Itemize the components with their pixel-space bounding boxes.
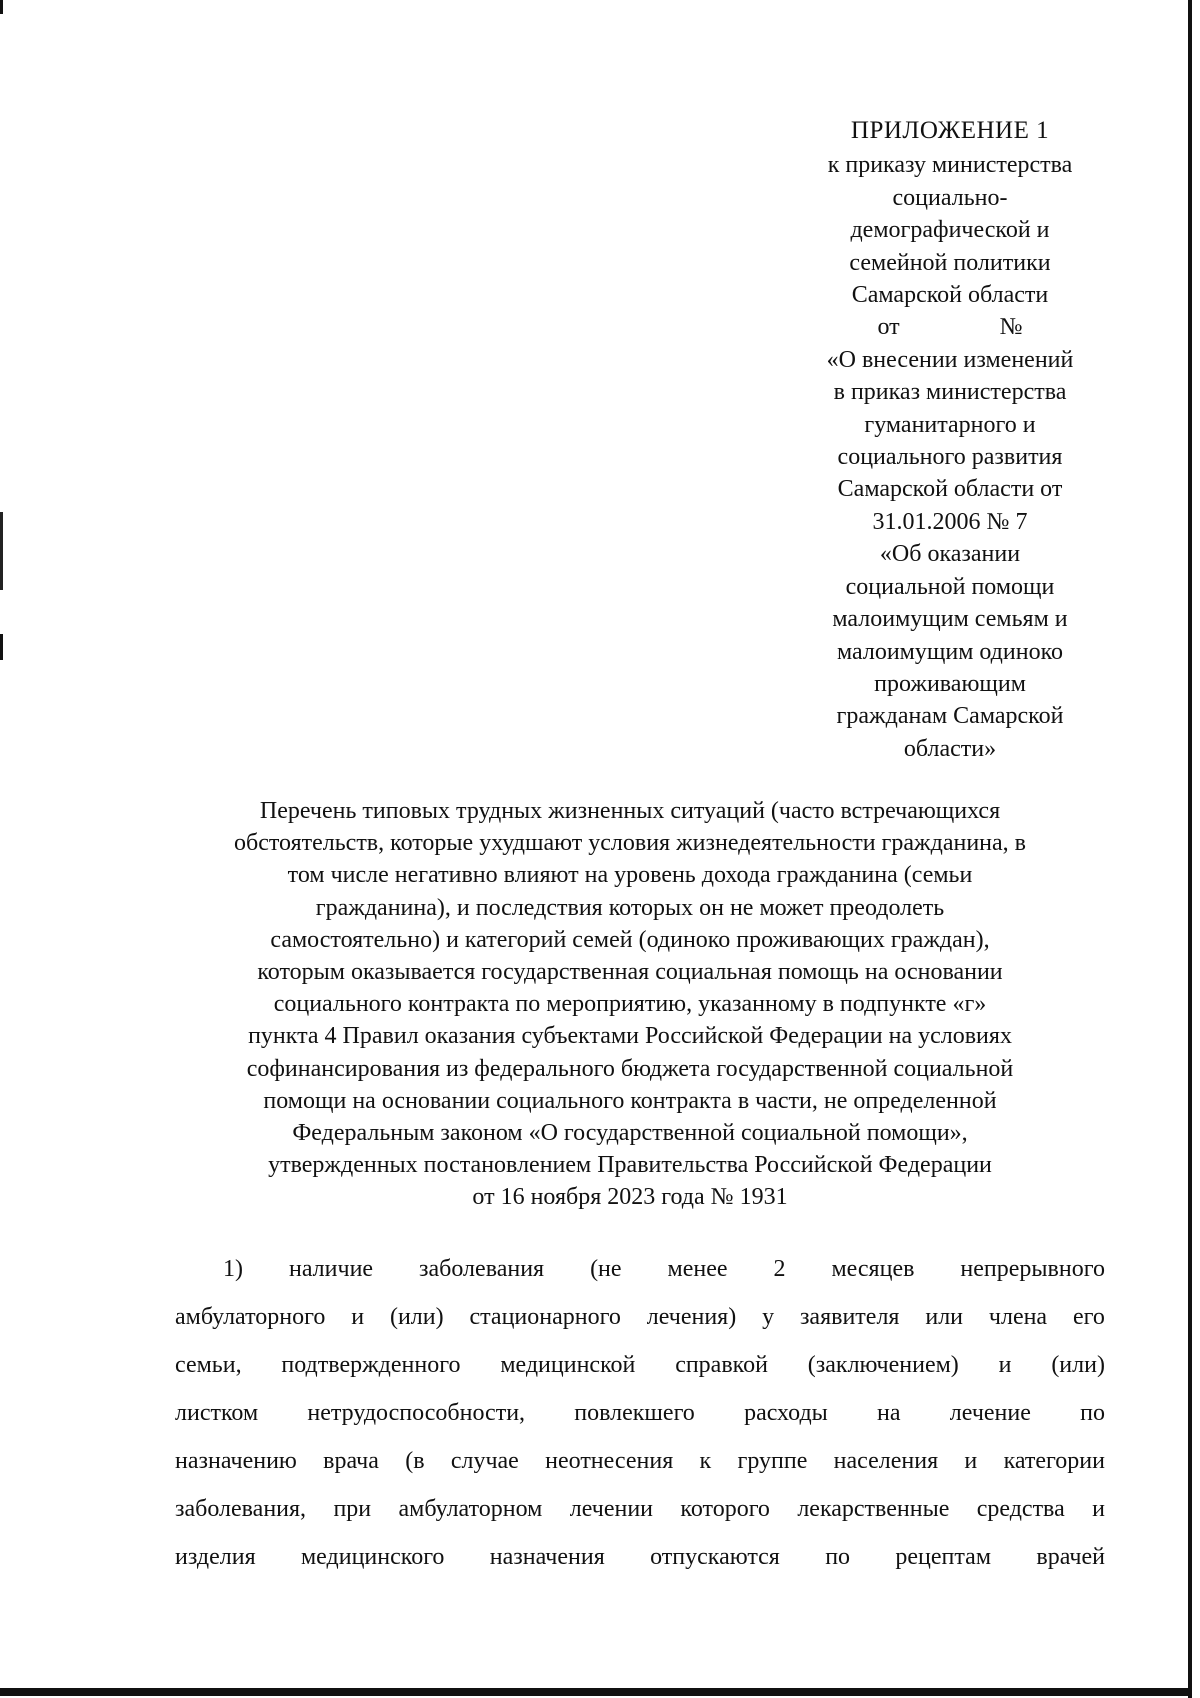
body-word: амбулаторном bbox=[398, 1496, 543, 1522]
list-title-line: утвержденных постановлением Правительства Российской Федерации bbox=[268, 1152, 992, 1179]
body-word: назначения bbox=[489, 1544, 605, 1570]
body-line bbox=[175, 1293, 1105, 1341]
body-line bbox=[175, 1341, 1105, 1389]
body-line bbox=[175, 1533, 1105, 1581]
list-title-line: Федеральным законом «О государственной социальной помощи», bbox=[292, 1120, 968, 1147]
subject-line: проживающим bbox=[874, 670, 1026, 697]
body-word: которого bbox=[680, 1496, 770, 1522]
body-word: заболевания bbox=[419, 1256, 545, 1282]
body-word: случае bbox=[450, 1448, 519, 1474]
body-word: лекарственные bbox=[797, 1496, 950, 1522]
body-word: члена bbox=[988, 1304, 1048, 1330]
body-word: и bbox=[998, 1352, 1012, 1378]
body-word: 2 bbox=[773, 1256, 786, 1282]
subject-line: социальной помощи bbox=[845, 573, 1055, 600]
body-paragraph bbox=[175, 1245, 1105, 1581]
body-word: его bbox=[1072, 1304, 1105, 1330]
list-title-line: том числе негативно влияют на уровень дохода гражданина (семьи bbox=[287, 862, 973, 889]
approval-line: семейной политики bbox=[849, 249, 1051, 276]
subject-line: «О внесении изменений bbox=[826, 346, 1074, 373]
body-word: повлекшего bbox=[574, 1400, 695, 1426]
subject-line: гражданам Самарской bbox=[836, 703, 1064, 730]
body-word: врачей bbox=[1036, 1544, 1105, 1570]
approval-line: к приказу министерства bbox=[827, 152, 1073, 179]
body-word: семьи, bbox=[175, 1352, 242, 1378]
body-word: расходы bbox=[744, 1400, 828, 1426]
body-word: и bbox=[351, 1304, 365, 1330]
body-word: и bbox=[1092, 1496, 1105, 1522]
body-word: населения bbox=[833, 1448, 939, 1474]
body-word: амбулаторного bbox=[175, 1304, 326, 1330]
body-line bbox=[175, 1485, 1105, 1533]
body-word: месяцев bbox=[831, 1256, 915, 1282]
subject-line: гуманитарного и bbox=[864, 411, 1036, 438]
subject-line: области» bbox=[903, 735, 997, 762]
body-word: 1) bbox=[223, 1256, 243, 1282]
subject-line: малоимущим одиноко bbox=[836, 638, 1064, 665]
body-word: лечение bbox=[949, 1400, 1031, 1426]
body-word: средства bbox=[976, 1496, 1065, 1522]
approval-line: социально- bbox=[892, 184, 1008, 211]
list-title-line: Перечень типовых трудных жизненных ситуаций (часто встречающихся bbox=[259, 798, 1001, 824]
body-word: на bbox=[877, 1400, 901, 1426]
body-word: непрерывного bbox=[960, 1256, 1105, 1282]
subject-line: 31.01.2006 № 7 bbox=[872, 508, 1028, 535]
subject-line: социального развития bbox=[837, 444, 1063, 471]
body-word: медицинской bbox=[500, 1352, 636, 1378]
body-word: (или) bbox=[389, 1304, 444, 1330]
list-title-line: софинансирования из федерального бюджета государственной социальной bbox=[246, 1055, 1014, 1082]
date-prefix: от bbox=[877, 314, 900, 341]
approval-line: демографической и bbox=[850, 217, 1050, 244]
body-word: отпускаются bbox=[650, 1544, 780, 1570]
list-title-line: социального контракта по мероприятию, указанному в подпункте «г» bbox=[273, 991, 987, 1018]
list-title-line: которым оказывается государственная социальная помощь на основании bbox=[257, 959, 1003, 986]
body-word: (в bbox=[405, 1448, 425, 1474]
body-word: рецептам bbox=[895, 1544, 992, 1570]
body-word: изделия bbox=[175, 1544, 256, 1570]
body-word: при bbox=[333, 1496, 372, 1522]
appendix-title: ПРИЛОЖЕНИЕ 1 bbox=[850, 117, 1050, 144]
body-line bbox=[175, 1437, 1105, 1485]
body-word: (не bbox=[590, 1256, 622, 1282]
approval-block bbox=[790, 115, 1110, 765]
body-word: группе bbox=[737, 1448, 808, 1474]
body-word: назначению bbox=[175, 1448, 297, 1474]
subject-line: Самарской области от bbox=[837, 476, 1063, 503]
list-title-line: обстоятельств, которые ухудшают условия жизнедеятельности гражданина, в bbox=[233, 830, 1027, 857]
scan-border-right bbox=[1188, 0, 1192, 1698]
body-word: медицинского bbox=[300, 1544, 445, 1570]
subject-line: малоимущим семьям и bbox=[832, 606, 1068, 633]
body-word: справкой bbox=[675, 1352, 768, 1378]
subject-line: «Об оказании bbox=[879, 541, 1021, 568]
scan-edge-mark bbox=[0, 512, 3, 590]
list-title-line: пункта 4 Правил оказания субъектами Российской Федерации на условиях bbox=[248, 1023, 1012, 1050]
body-word: или bbox=[925, 1304, 964, 1330]
body-word: врача bbox=[323, 1448, 379, 1474]
body-word: к bbox=[699, 1448, 712, 1474]
body-word: стационарного bbox=[469, 1304, 621, 1330]
body-word: категории bbox=[1003, 1448, 1105, 1474]
body-word: по bbox=[825, 1544, 851, 1570]
body-word: (заключением) bbox=[807, 1352, 959, 1378]
body-word: наличие bbox=[288, 1256, 374, 1282]
body-word: подтвержденного bbox=[281, 1352, 461, 1378]
body-word: и bbox=[964, 1448, 978, 1474]
list-title-line: от 16 ноября 2023 года № 1931 bbox=[472, 1184, 788, 1211]
body-word: лечения) bbox=[646, 1304, 737, 1330]
body-word: неотнесения bbox=[545, 1448, 674, 1474]
body-word: менее bbox=[667, 1256, 728, 1282]
number-sign: № bbox=[999, 314, 1023, 341]
body-word: нетрудоспособности, bbox=[307, 1400, 526, 1426]
list-title-line: гражданина), и последствия которых он не может преодолеть bbox=[315, 894, 945, 921]
scan-border-bottom bbox=[0, 1688, 1192, 1696]
subject-line: в приказ министерства bbox=[833, 379, 1067, 406]
date-number-line bbox=[790, 311, 1110, 343]
approval-line: Самарской области bbox=[851, 282, 1049, 309]
scan-edge-mark bbox=[0, 0, 3, 14]
scan-edge-mark bbox=[0, 634, 3, 660]
body-word: заболевания, bbox=[175, 1496, 307, 1522]
body-word: (или) bbox=[1051, 1352, 1105, 1378]
body-word: листком bbox=[175, 1400, 259, 1426]
list-title bbox=[160, 795, 1100, 1214]
body-word: лечении bbox=[569, 1496, 654, 1522]
body-word: у bbox=[762, 1304, 775, 1330]
body-line bbox=[175, 1389, 1105, 1437]
body-word: по bbox=[1080, 1400, 1105, 1426]
body-line bbox=[175, 1245, 1105, 1293]
body-word: заявителя bbox=[799, 1304, 900, 1330]
list-title-line: помощи на основании социального контракта в части, не определенной bbox=[263, 1087, 997, 1114]
list-title-line: самостоятельно) и категорий семей (одиноко проживающих граждан), bbox=[270, 926, 990, 953]
